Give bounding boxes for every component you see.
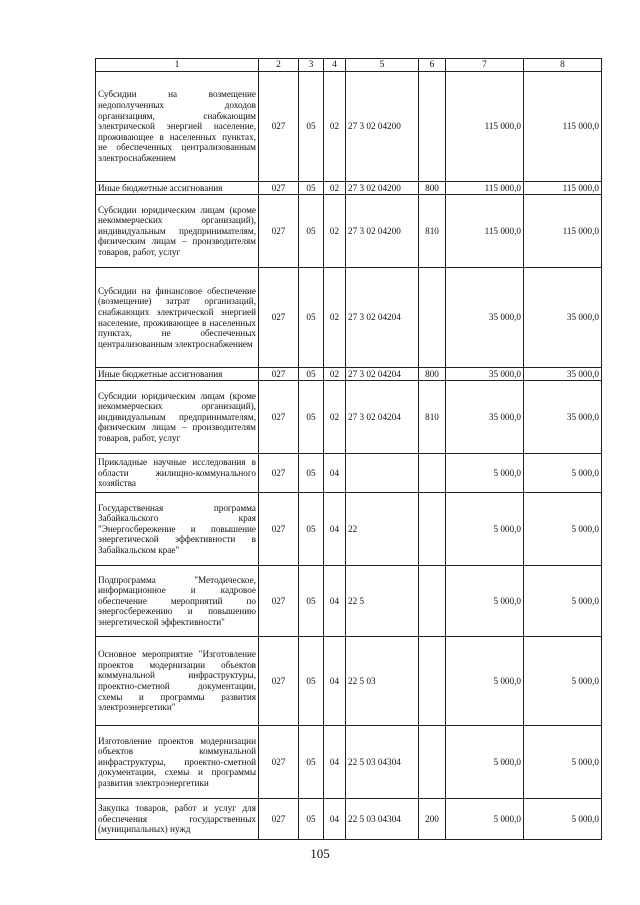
table-row: [96, 566, 602, 637]
row-amount-1: 5 000,0: [446, 637, 524, 726]
row-subsection: 04: [324, 637, 346, 726]
row-section: 05: [299, 454, 324, 493]
budget-table: [95, 58, 602, 840]
table-body: [96, 59, 602, 840]
row-subsection: 04: [324, 726, 346, 799]
row-amount-1: 5 000,0: [446, 493, 524, 566]
row-amount-1: 35 000,0: [446, 368, 524, 381]
row-target-article: 27 3 02 04200: [346, 72, 419, 182]
row-amount-1: 5 000,0: [446, 566, 524, 637]
row-expense-type: 800: [419, 368, 446, 381]
row-code-admin: 027: [259, 726, 299, 799]
row-code-admin: 027: [259, 268, 299, 368]
row-section: 05: [299, 195, 324, 268]
row-target-article: 27 3 02 04200: [346, 182, 419, 195]
header-cell-3: 3: [299, 59, 324, 72]
row-target-article: 22 5 03 04304: [346, 726, 419, 799]
row-subsection: 04: [324, 493, 346, 566]
table-header-row: [96, 59, 602, 72]
row-amount-1: 35 000,0: [446, 268, 524, 368]
row-amount-2: 115 000,0: [524, 72, 602, 182]
row-section: 05: [299, 182, 324, 195]
row-amount-1: 115 000,0: [446, 182, 524, 195]
row-section: 05: [299, 799, 324, 840]
row-code-admin: 027: [259, 637, 299, 726]
row-expense-type: 200: [419, 799, 446, 840]
table-row: [96, 72, 602, 182]
row-expense-type: [419, 726, 446, 799]
row-subsection: 04: [324, 566, 346, 637]
row-code-admin: 027: [259, 368, 299, 381]
row-amount-1: 5 000,0: [446, 454, 524, 493]
row-target-article: [346, 454, 419, 493]
row-amount-1: 35 000,0: [446, 381, 524, 454]
row-target-article: 27 3 02 04204: [346, 268, 419, 368]
row-target-article: 22 5: [346, 566, 419, 637]
row-section: 05: [299, 268, 324, 368]
row-expense-type: [419, 637, 446, 726]
table-row: [96, 381, 602, 454]
row-section: 05: [299, 493, 324, 566]
table-row: [96, 637, 602, 726]
row-expense-type: 810: [419, 195, 446, 268]
row-section: 05: [299, 726, 324, 799]
row-name: Субсидии на возмещение недополученных доходов организациям, снабжающим электрической энергией население, проживающее в населенных пунктах, не обеспеченных централизованным электроснабжением: [96, 72, 259, 182]
row-subsection: 04: [324, 454, 346, 493]
row-code-admin: 027: [259, 454, 299, 493]
row-section: 05: [299, 72, 324, 182]
row-code-admin: 027: [259, 72, 299, 182]
row-amount-2: 5 000,0: [524, 454, 602, 493]
row-subsection: 02: [324, 72, 346, 182]
row-subsection: 02: [324, 368, 346, 381]
table-row: [96, 726, 602, 799]
row-name: Государственная программа Забайкальского края "Энергосбережение и повышение энергетической эффективности в Забайкальском крае": [96, 493, 259, 566]
table-row: [96, 799, 602, 840]
row-section: 05: [299, 566, 324, 637]
row-name: Субсидии юридическим лицам (кроме некоммерческих организаций), индивидуальным предпринимателям, физическим лицам – производителям товаров, работ, услуг: [96, 381, 259, 454]
row-subsection: 02: [324, 268, 346, 368]
row-amount-2: 115 000,0: [524, 195, 602, 268]
table-row: [96, 454, 602, 493]
row-subsection: 02: [324, 195, 346, 268]
row-amount-1: 5 000,0: [446, 726, 524, 799]
row-subsection: 02: [324, 182, 346, 195]
table-row: [96, 195, 602, 268]
row-name: Субсидии на финансовое обеспечение (возмещение) затрат организаций, снабжающих электрической энергией население, проживающее в населенных пунктах, не обеспеченных централизованным электроснабжением: [96, 268, 259, 368]
page-number: 105: [310, 846, 330, 861]
row-amount-2: 35 000,0: [524, 368, 602, 381]
row-target-article: 22 5 03: [346, 637, 419, 726]
row-target-article: 27 3 02 04204: [346, 368, 419, 381]
row-name: Изготовление проектов модернизации объектов коммунальной инфраструктуры, проектно-сметной документации, схемы и программы развития электроэнергетики: [96, 726, 259, 799]
row-name: Закупка товаров, работ и услуг для обеспечения государственных (муниципальных) нужд: [96, 799, 259, 840]
header-cell-8: 8: [524, 59, 602, 72]
row-amount-2: 5 000,0: [524, 799, 602, 840]
row-name: Иные бюджетные ассигнования: [96, 368, 259, 381]
row-code-admin: 027: [259, 799, 299, 840]
row-code-admin: 027: [259, 195, 299, 268]
row-section: 05: [299, 368, 324, 381]
row-code-admin: 027: [259, 493, 299, 566]
header-cell-6: 6: [419, 59, 446, 72]
row-expense-type: [419, 566, 446, 637]
row-amount-2: 5 000,0: [524, 726, 602, 799]
header-cell-1: 1: [96, 59, 259, 72]
header-cell-4: 4: [324, 59, 346, 72]
row-amount-1: 115 000,0: [446, 195, 524, 268]
row-expense-type: 800: [419, 182, 446, 195]
table-row: [96, 268, 602, 368]
row-amount-2: 115 000,0: [524, 182, 602, 195]
row-expense-type: [419, 268, 446, 368]
row-expense-type: 810: [419, 381, 446, 454]
row-name: Иные бюджетные ассигнования: [96, 182, 259, 195]
row-expense-type: [419, 454, 446, 493]
row-amount-2: 5 000,0: [524, 637, 602, 726]
row-amount-2: 5 000,0: [524, 493, 602, 566]
row-expense-type: [419, 72, 446, 182]
header-cell-5: 5: [346, 59, 419, 72]
row-target-article: 22 5 03 04304: [346, 799, 419, 840]
row-amount-2: 35 000,0: [524, 381, 602, 454]
row-name: Прикладные научные исследования в области жилищно-коммунального хозяйства: [96, 454, 259, 493]
row-name: Субсидии юридическим лицам (кроме некоммерческих организаций), индивидуальным предпринимателям, физическим лицам – производителям товаров, работ, услуг: [96, 195, 259, 268]
row-amount-2: 5 000,0: [524, 566, 602, 637]
row-subsection: 04: [324, 799, 346, 840]
row-amount-2: 35 000,0: [524, 268, 602, 368]
row-amount-1: 5 000,0: [446, 799, 524, 840]
row-expense-type: [419, 493, 446, 566]
row-target-article: 22: [346, 493, 419, 566]
row-target-article: 27 3 02 04200: [346, 195, 419, 268]
row-name: Подпрограмма "Методическое, информационное и кадровое обеспечение мероприятий по энергосбережению и повышению энергетической эффективности": [96, 566, 259, 637]
row-section: 05: [299, 381, 324, 454]
row-code-admin: 027: [259, 566, 299, 637]
row-amount-1: 115 000,0: [446, 72, 524, 182]
header-cell-2: 2: [259, 59, 299, 72]
table-row: [96, 368, 602, 381]
row-subsection: 02: [324, 381, 346, 454]
table-row: [96, 493, 602, 566]
row-section: 05: [299, 637, 324, 726]
row-code-admin: 027: [259, 381, 299, 454]
row-name: Основное мероприятие "Изготовление проектов модернизации объектов коммунальной инфраструктуры, проектно-сметной документации, схемы и программы развития электроэнергетики": [96, 637, 259, 726]
table-row: [96, 182, 602, 195]
header-cell-7: 7: [446, 59, 524, 72]
row-target-article: 27 3 02 04204: [346, 381, 419, 454]
row-code-admin: 027: [259, 182, 299, 195]
